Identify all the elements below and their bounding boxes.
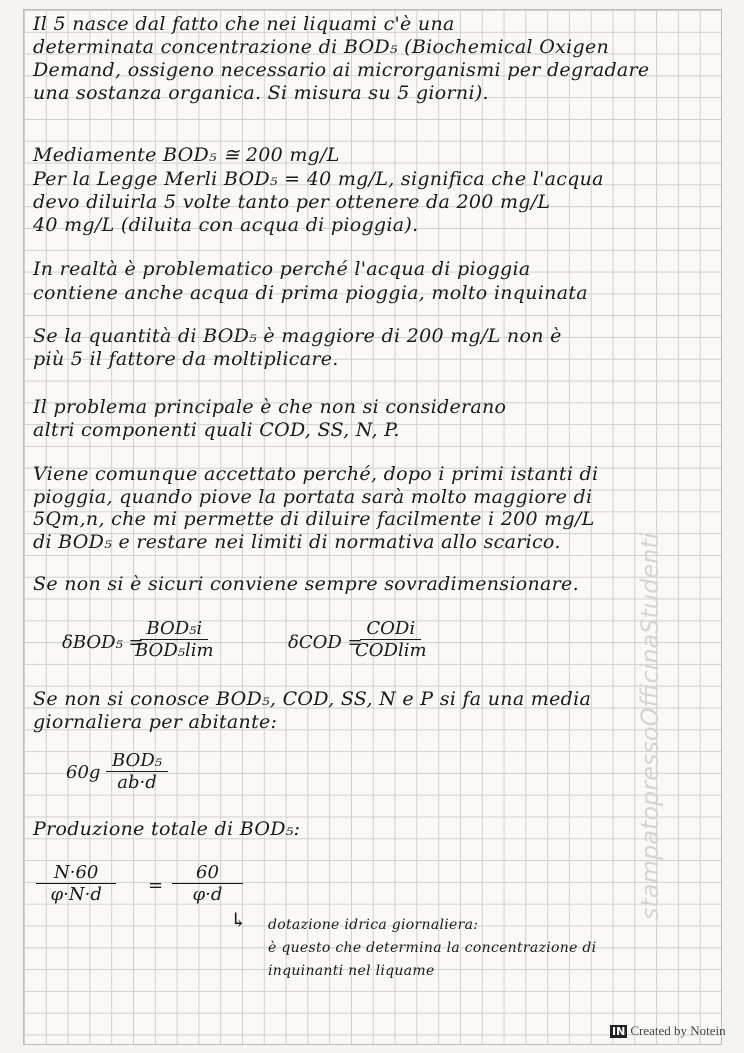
text-line: Produzione totale di BOD₅: xyxy=(33,818,301,840)
text-line: 40 mg/L (diluita con acqua di pioggia). xyxy=(33,214,419,236)
text-line: Se la quantità di BOD₅ è maggiore di 200 mg/L non è xyxy=(33,325,562,347)
notein-logo-icon: IN xyxy=(612,1024,626,1038)
text-line: contiene anche acqua di prima pioggia, molto inquinata xyxy=(33,282,588,304)
text-line: Se non si conosce BOD₅, COD, SS, N e P si fa una media xyxy=(33,688,592,710)
text-line: 5Qm,n, che mi permette di diluire facilmente i 200 mg/L xyxy=(33,508,595,530)
text-line: altri componenti quali COD, SS, N, P. xyxy=(33,419,400,441)
denominator: CODlim xyxy=(355,640,427,661)
watermark: stampatopressoOfficinaStudenti xyxy=(636,532,664,920)
text-line: giornaliera per abitante: xyxy=(33,711,278,733)
fraction xyxy=(172,862,243,905)
text-line: devo diluirla 5 volte tanto per ottenere da 200 mg/L xyxy=(33,191,551,213)
fraction xyxy=(36,862,116,905)
numerator: BOD₅i xyxy=(140,618,208,640)
note-line: è questo che determina la concentrazione di xyxy=(268,940,597,956)
text-line: determinata concentrazione di BOD₅ (Biochemical Oxigen xyxy=(33,36,610,58)
formula-lhs: δBOD₅ = xyxy=(62,632,144,653)
numerator: N·60 xyxy=(36,862,116,884)
fraction xyxy=(135,618,214,661)
text-line: Viene comunque accettato perché, dopo i primi istanti di xyxy=(33,463,599,485)
denominator: BOD₅lim xyxy=(135,640,214,661)
text-line: Il 5 nasce dal fatto che nei liquami c'è una xyxy=(33,13,455,35)
text-line: Per la Legge Merli BOD₅ = 40 mg/L, significa che l'acqua xyxy=(33,168,604,190)
footer xyxy=(610,1023,726,1039)
denominator: φ·d xyxy=(192,884,223,905)
denominator: ab·d xyxy=(117,772,157,793)
fraction xyxy=(355,618,427,661)
text-line: pioggia, quando piove la portata sarà molto maggiore di xyxy=(33,486,593,508)
denominator: φ·N·d xyxy=(50,884,102,905)
text-line: più 5 il fattore da moltiplicare. xyxy=(33,348,339,370)
text-line: una sostanza organica. Si misura su 5 giorni). xyxy=(33,82,489,104)
numerator: 60 xyxy=(172,862,243,884)
numerator: CODi xyxy=(360,618,421,640)
equals-sign: = xyxy=(148,875,164,896)
text-line: Se non si è sicuri conviene sempre sovradimensionare. xyxy=(33,573,579,595)
text-line: Mediamente BOD₅ ≅ 200 mg/L xyxy=(33,144,340,166)
formula-lhs: 60g xyxy=(66,762,101,783)
numerator: BOD₅ xyxy=(106,750,168,772)
text-line: di BOD₅ e restare nei limiti di normativa allo scarico. xyxy=(33,531,561,553)
arrow-icon: ↳ xyxy=(230,908,247,932)
fraction xyxy=(106,750,168,793)
formula-lhs: δCOD = xyxy=(288,632,363,653)
text-line: Demand, ossigeno necessario ai microrganismi per degradare xyxy=(33,59,650,81)
note-line: dotazione idrica giornaliera: xyxy=(268,917,479,933)
footer-text: Created by Notein xyxy=(630,1023,726,1038)
text-line: In realtà è problematico perché l'acqua di pioggia xyxy=(33,258,531,280)
text-line: Il problema principale è che non si considerano xyxy=(33,396,507,418)
note-line: inquinanti nel liquame xyxy=(268,963,435,979)
